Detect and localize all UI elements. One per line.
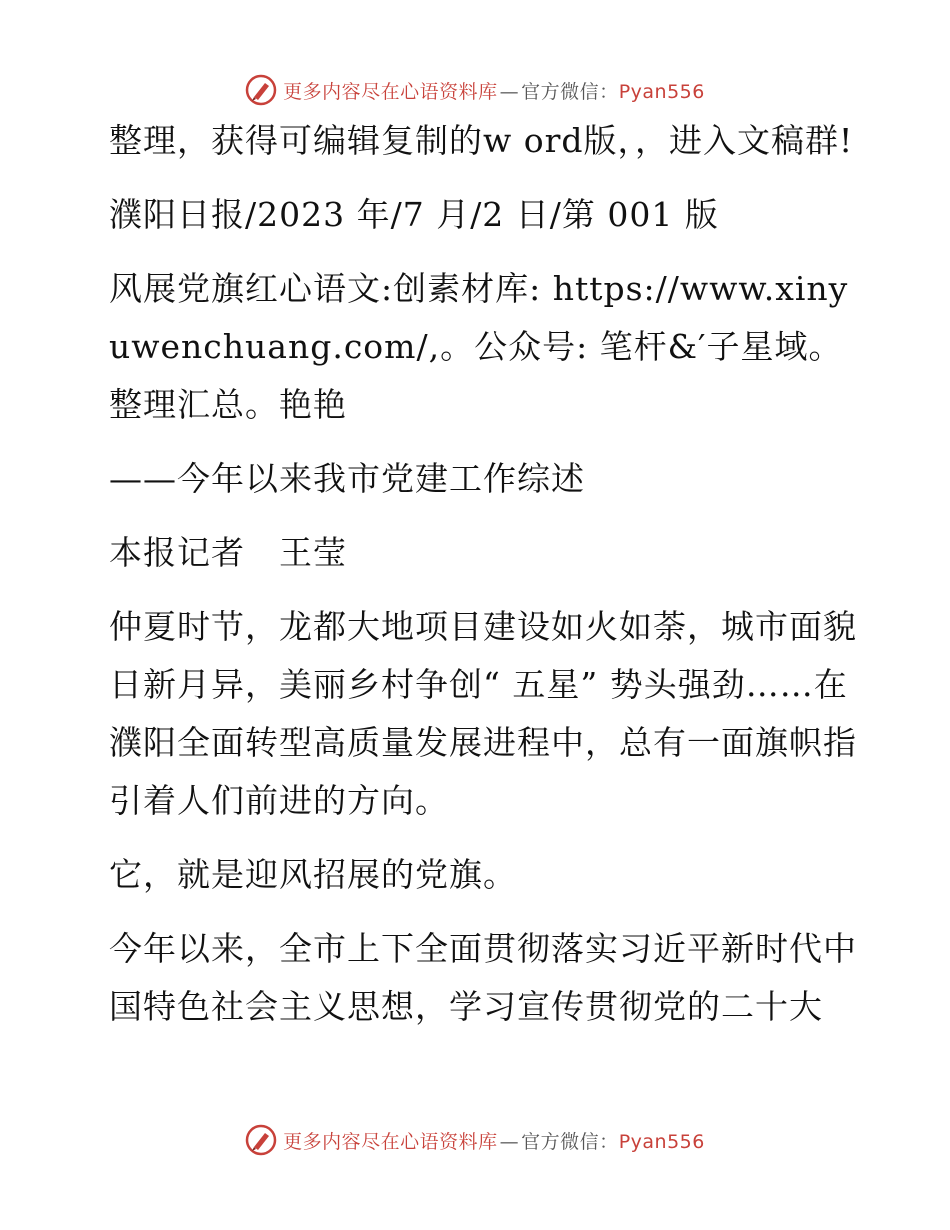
banner-main-text: 更多内容尽在心语资料库	[283, 1130, 498, 1153]
paragraph-subtitle: ——今年以来我市党建工作综述	[109, 459, 585, 498]
banner-wechat-id: Pyan556	[618, 80, 705, 103]
pen-nib-logo-icon	[245, 1124, 277, 1156]
banner-wechat-id: Pyan556	[618, 1130, 705, 1153]
banner-main-text: 更多内容尽在心语资料库	[283, 80, 498, 103]
paragraph-byline: 本报记者 王莹	[109, 533, 347, 572]
banner-official-label: 官方微信：	[521, 1130, 619, 1153]
paragraph-source: 濮阳日报/2023 年/7 月/2 日/第 001 版	[109, 195, 719, 234]
paragraph-title: 风展党旗红心语文:创素材库: https://www.xinyuwenchuang.com/,。公众号: 笔杆&′子星域。整理汇总。艳艳	[109, 269, 849, 424]
banner-text	[283, 77, 705, 104]
paragraph-body-1: 仲夏时节，龙都大地项目建设如火如荼，城市面貌日新月异，美丽乡村争创“ 五星” 势头强劲……在濮阳全面转型高质量发展进程中，总有一面旗帜指引着人们前进的方向。	[109, 607, 857, 820]
paragraph-intro: 整理，获得可编辑复制的w ord版，，进入文稿群!	[109, 121, 854, 160]
banner-official-label: 官方微信：	[521, 80, 619, 103]
banner-separator: —	[499, 80, 520, 103]
banner-text	[283, 1127, 705, 1154]
banner-separator: —	[499, 1130, 520, 1153]
pen-nib-logo-icon	[245, 74, 277, 106]
paragraph-body-2: 它，就是迎风招展的党旗。	[109, 855, 517, 894]
footer-watermark-banner	[0, 1120, 950, 1160]
paragraph-body-3: 今年以来，全市上下全面贯彻落实习近平新时代中国特色社会主义思想，学习宣传贯彻党的二十大	[109, 929, 857, 1026]
document-body	[97, 112, 857, 1052]
header-watermark-banner	[0, 70, 950, 110]
